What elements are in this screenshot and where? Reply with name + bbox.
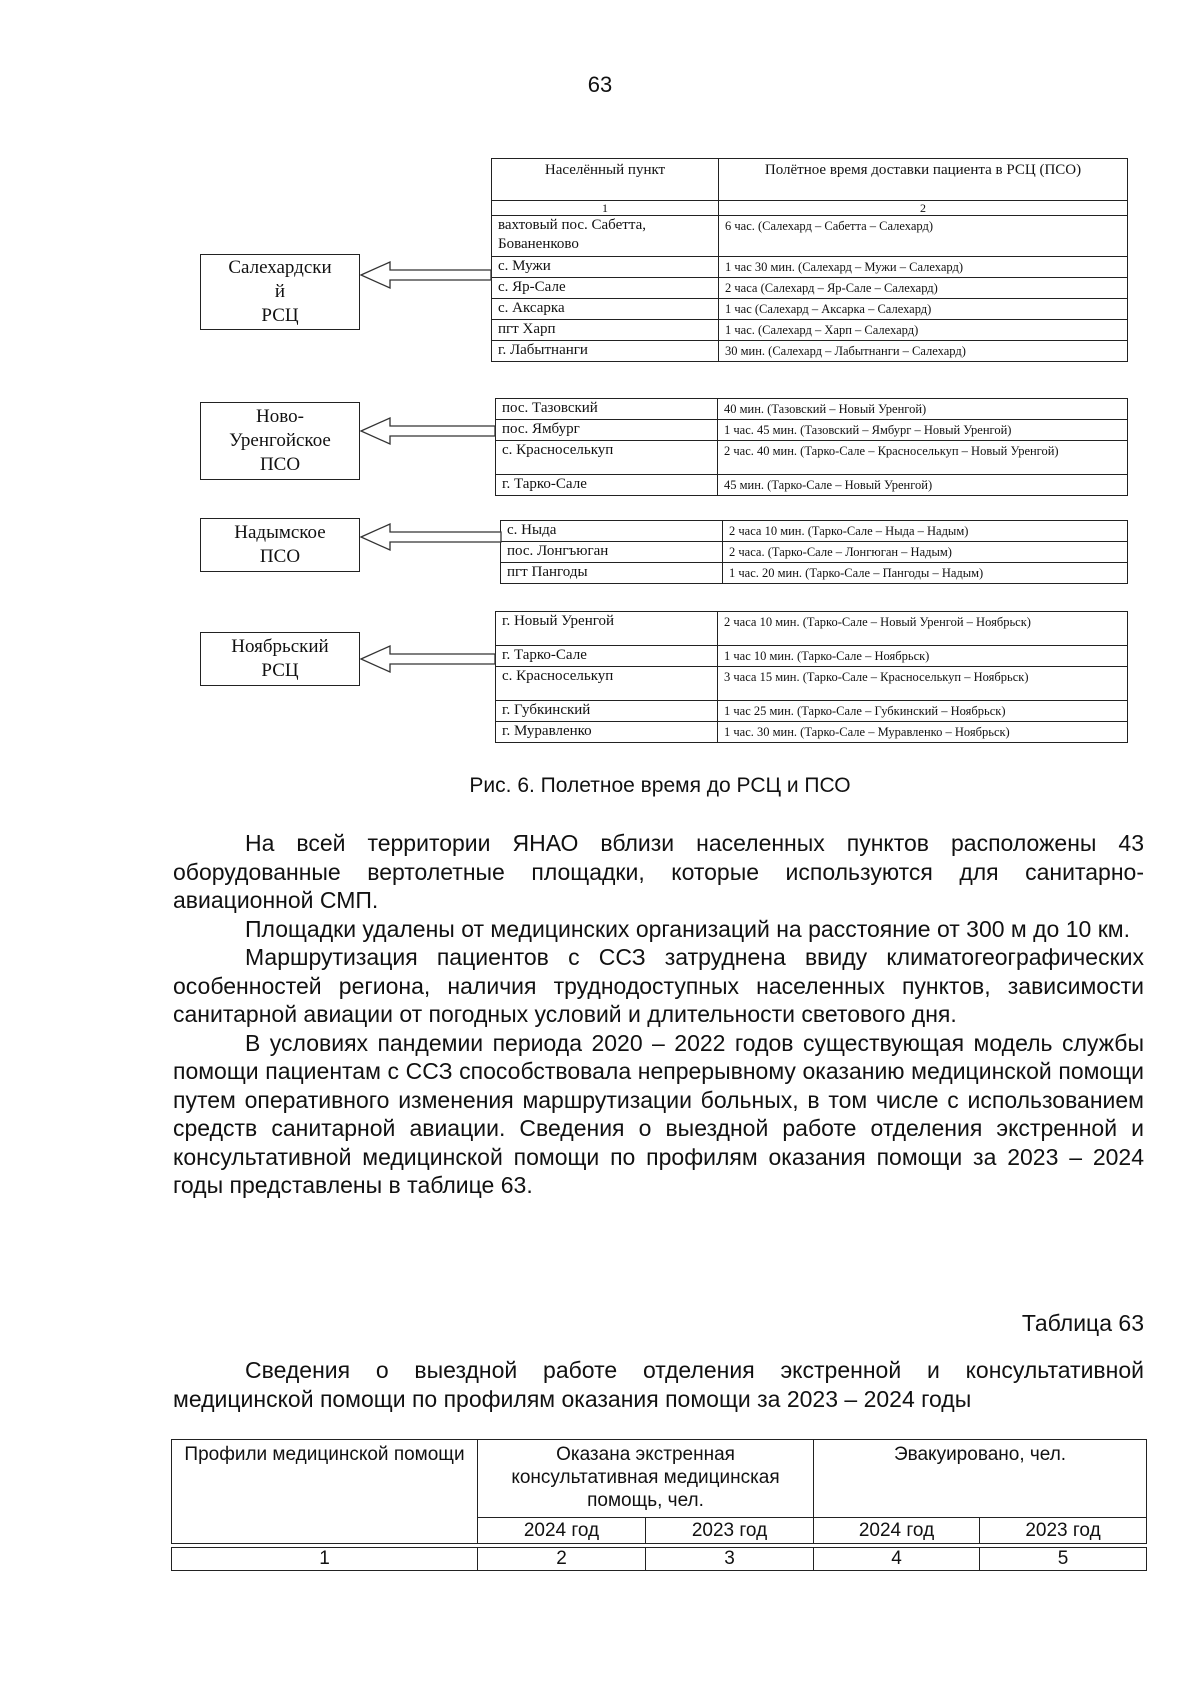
place-cell: г. Муравленко (496, 722, 718, 743)
time-cell: 1 час. 20 мин. (Тарко-Сале – Пангоды – Надым) (723, 563, 1128, 584)
place-cell: с. Аксарка (492, 299, 719, 320)
place-cell: г. Лабытнанги (492, 341, 719, 362)
figure-table-salekhard (491, 158, 1128, 362)
figure-header-num: 1 (492, 201, 719, 216)
place-cell: г. Тарко-Сале (496, 646, 718, 667)
time-cell: 2 часа 10 мин. (Тарко-Сале – Ныда – Надым) (723, 521, 1128, 542)
place-cell: вахтовый пос. Сабетта, Бованенково (492, 216, 719, 257)
time-cell: 1 час 30 мин. (Салехард – Мужи – Салехард) (719, 257, 1128, 278)
figure-header-place: Населённый пункт (492, 159, 719, 201)
time-cell: 1 час (Салехард – Аксарка – Салехард) (719, 299, 1128, 320)
time-cell: 45 мин. (Тарко-Сале – Новый Уренгой) (718, 475, 1128, 496)
center-box-nadym: Надымское ПСО (200, 518, 360, 572)
paragraph: На всей территории ЯНАО вблизи населенных пунктов расположены 43 оборудованные вертолетные площадки, которые используются для санитарно-авиационной СМП. (173, 830, 1144, 913)
index-cell: 2 (478, 1548, 646, 1571)
figure-caption: Рис. 6. Полетное время до РСЦ и ПСО (469, 774, 851, 797)
paragraph: Площадки удалены от медицинских организаций на расстояние от 300 м до 10 км. (245, 915, 1130, 942)
place-cell: пгт Харп (492, 320, 719, 341)
place-cell: с. Красноселькуп (496, 667, 718, 701)
figure-table-nadym (500, 520, 1128, 584)
body-text (173, 829, 1144, 1200)
time-cell: 2 час. 40 мин. (Тарко-Сале – Красноселькуп – Новый Уренгой) (718, 441, 1128, 475)
place-cell: пос. Ямбург (496, 420, 718, 441)
table-label: Таблица 63 (1021, 1310, 1144, 1336)
time-cell: 3 часа 15 мин. (Тарко-Сале – Красноселькуп – Ноябрьск) (718, 667, 1128, 701)
place-cell: пгт Пангоды (501, 563, 723, 584)
time-cell: 2 часа 10 мин. (Тарко-Сале – Новый Уренгой – Ноябрьск) (718, 612, 1128, 646)
time-cell: 30 мин. (Салехард – Лабытнанги – Салехард) (719, 341, 1128, 362)
paragraph: В условиях пандемии периода 2020 – 2022 годов существующая модель службы помощи пациентам с ССЗ способствовала непрерывному оказанию медицинской помощи путем оперативного изменения маршрутизации больных, в том числе с использованием средств санитарной авиации. Сведения о выездной работе отделения экстренной и консультативной медицинской помощи по профилям оказания помощи за 2023 – 2024 годы представлены в таблице 63. (173, 1029, 1144, 1198)
index-cell: 4 (814, 1548, 980, 1571)
time-cell: 1 час 10 мин. (Тарко-Сале – Ноябрьск) (718, 646, 1128, 667)
place-cell: с. Мужи (492, 257, 719, 278)
time-cell: 1 час 25 мин. (Тарко-Сале – Губкинский – Ноябрьск) (718, 701, 1128, 722)
header-profile: Профили медицинской помощи (172, 1440, 478, 1544)
index-cell: 1 (172, 1548, 478, 1571)
center-box-novy-urengoy: Ново- Уренгойское ПСО (200, 402, 360, 480)
header-provided: Оказана экстренная консультативная медицинская помощь, чел. (478, 1440, 814, 1518)
place-cell: с. Яр-Сале (492, 278, 719, 299)
header-year: 2023 год (646, 1518, 814, 1544)
time-cell: 1 час. 30 мин. (Тарко-Сале – Муравленко – Ноябрьск) (718, 722, 1128, 743)
page-number: 63 (587, 72, 613, 97)
arrow-icon (360, 522, 502, 552)
time-cell: 40 мин. (Тазовский – Новый Уренгой) (718, 399, 1128, 420)
center-box-salekhard: Салехардски й РСЦ (200, 254, 360, 330)
time-cell: 2 часа (Салехард – Яр-Сале – Салехард) (719, 278, 1128, 299)
figure-table-novy-urengoy (495, 398, 1128, 496)
arrow-icon (360, 260, 492, 290)
header-year: 2023 год (980, 1518, 1147, 1544)
place-cell: г. Губкинский (496, 701, 718, 722)
arrow-icon (360, 644, 496, 674)
time-cell: 2 часа. (Тарко-Сале – Лонгюган – Надым) (723, 542, 1128, 563)
time-cell: 1 час. 45 мин. (Тазовский – Ямбург – Новый Уренгой) (718, 420, 1128, 441)
figure-header-time: Полётное время доставки пациента в РСЦ (ПСО) (719, 159, 1128, 201)
place-cell: г. Тарко-Сале (496, 475, 718, 496)
header-evacuated: Эвакуировано, чел. (814, 1440, 1147, 1518)
data-table (171, 1439, 1147, 1571)
header-year: 2024 год (814, 1518, 980, 1544)
place-cell: пос. Лонгъюган (501, 542, 723, 563)
place-cell: пос. Тазовский (496, 399, 718, 420)
figure-table-noyabrsk (495, 611, 1128, 743)
place-cell: с. Красноселькуп (496, 441, 718, 475)
figure-header-num: 2 (719, 201, 1128, 216)
paragraph: Маршрутизация пациентов с ССЗ затруднена ввиду климатогеографических особенностей региона, наличия труднодоступных населенных пунктов, зависимости санитарной авиации от погодных условий и длительности светового дня. (173, 944, 1144, 1027)
table-title: Сведения о выездной работе отделения экстренной и консультативной медицинской помощи по профилям оказания помощи за 2023 – 2024 годы (173, 1357, 1144, 1412)
index-cell: 3 (646, 1548, 814, 1571)
time-cell: 6 час. (Салехард – Сабетта – Салехард) (719, 216, 1128, 257)
center-box-noyabrsk: Ноябрьский РСЦ (200, 632, 360, 686)
time-cell: 1 час. (Салехард – Харп – Салехард) (719, 320, 1128, 341)
header-year: 2024 год (478, 1518, 646, 1544)
place-cell: с. Ныда (501, 521, 723, 542)
place-cell: г. Новый Уренгой (496, 612, 718, 646)
arrow-icon (360, 416, 496, 446)
index-cell: 5 (980, 1548, 1147, 1571)
